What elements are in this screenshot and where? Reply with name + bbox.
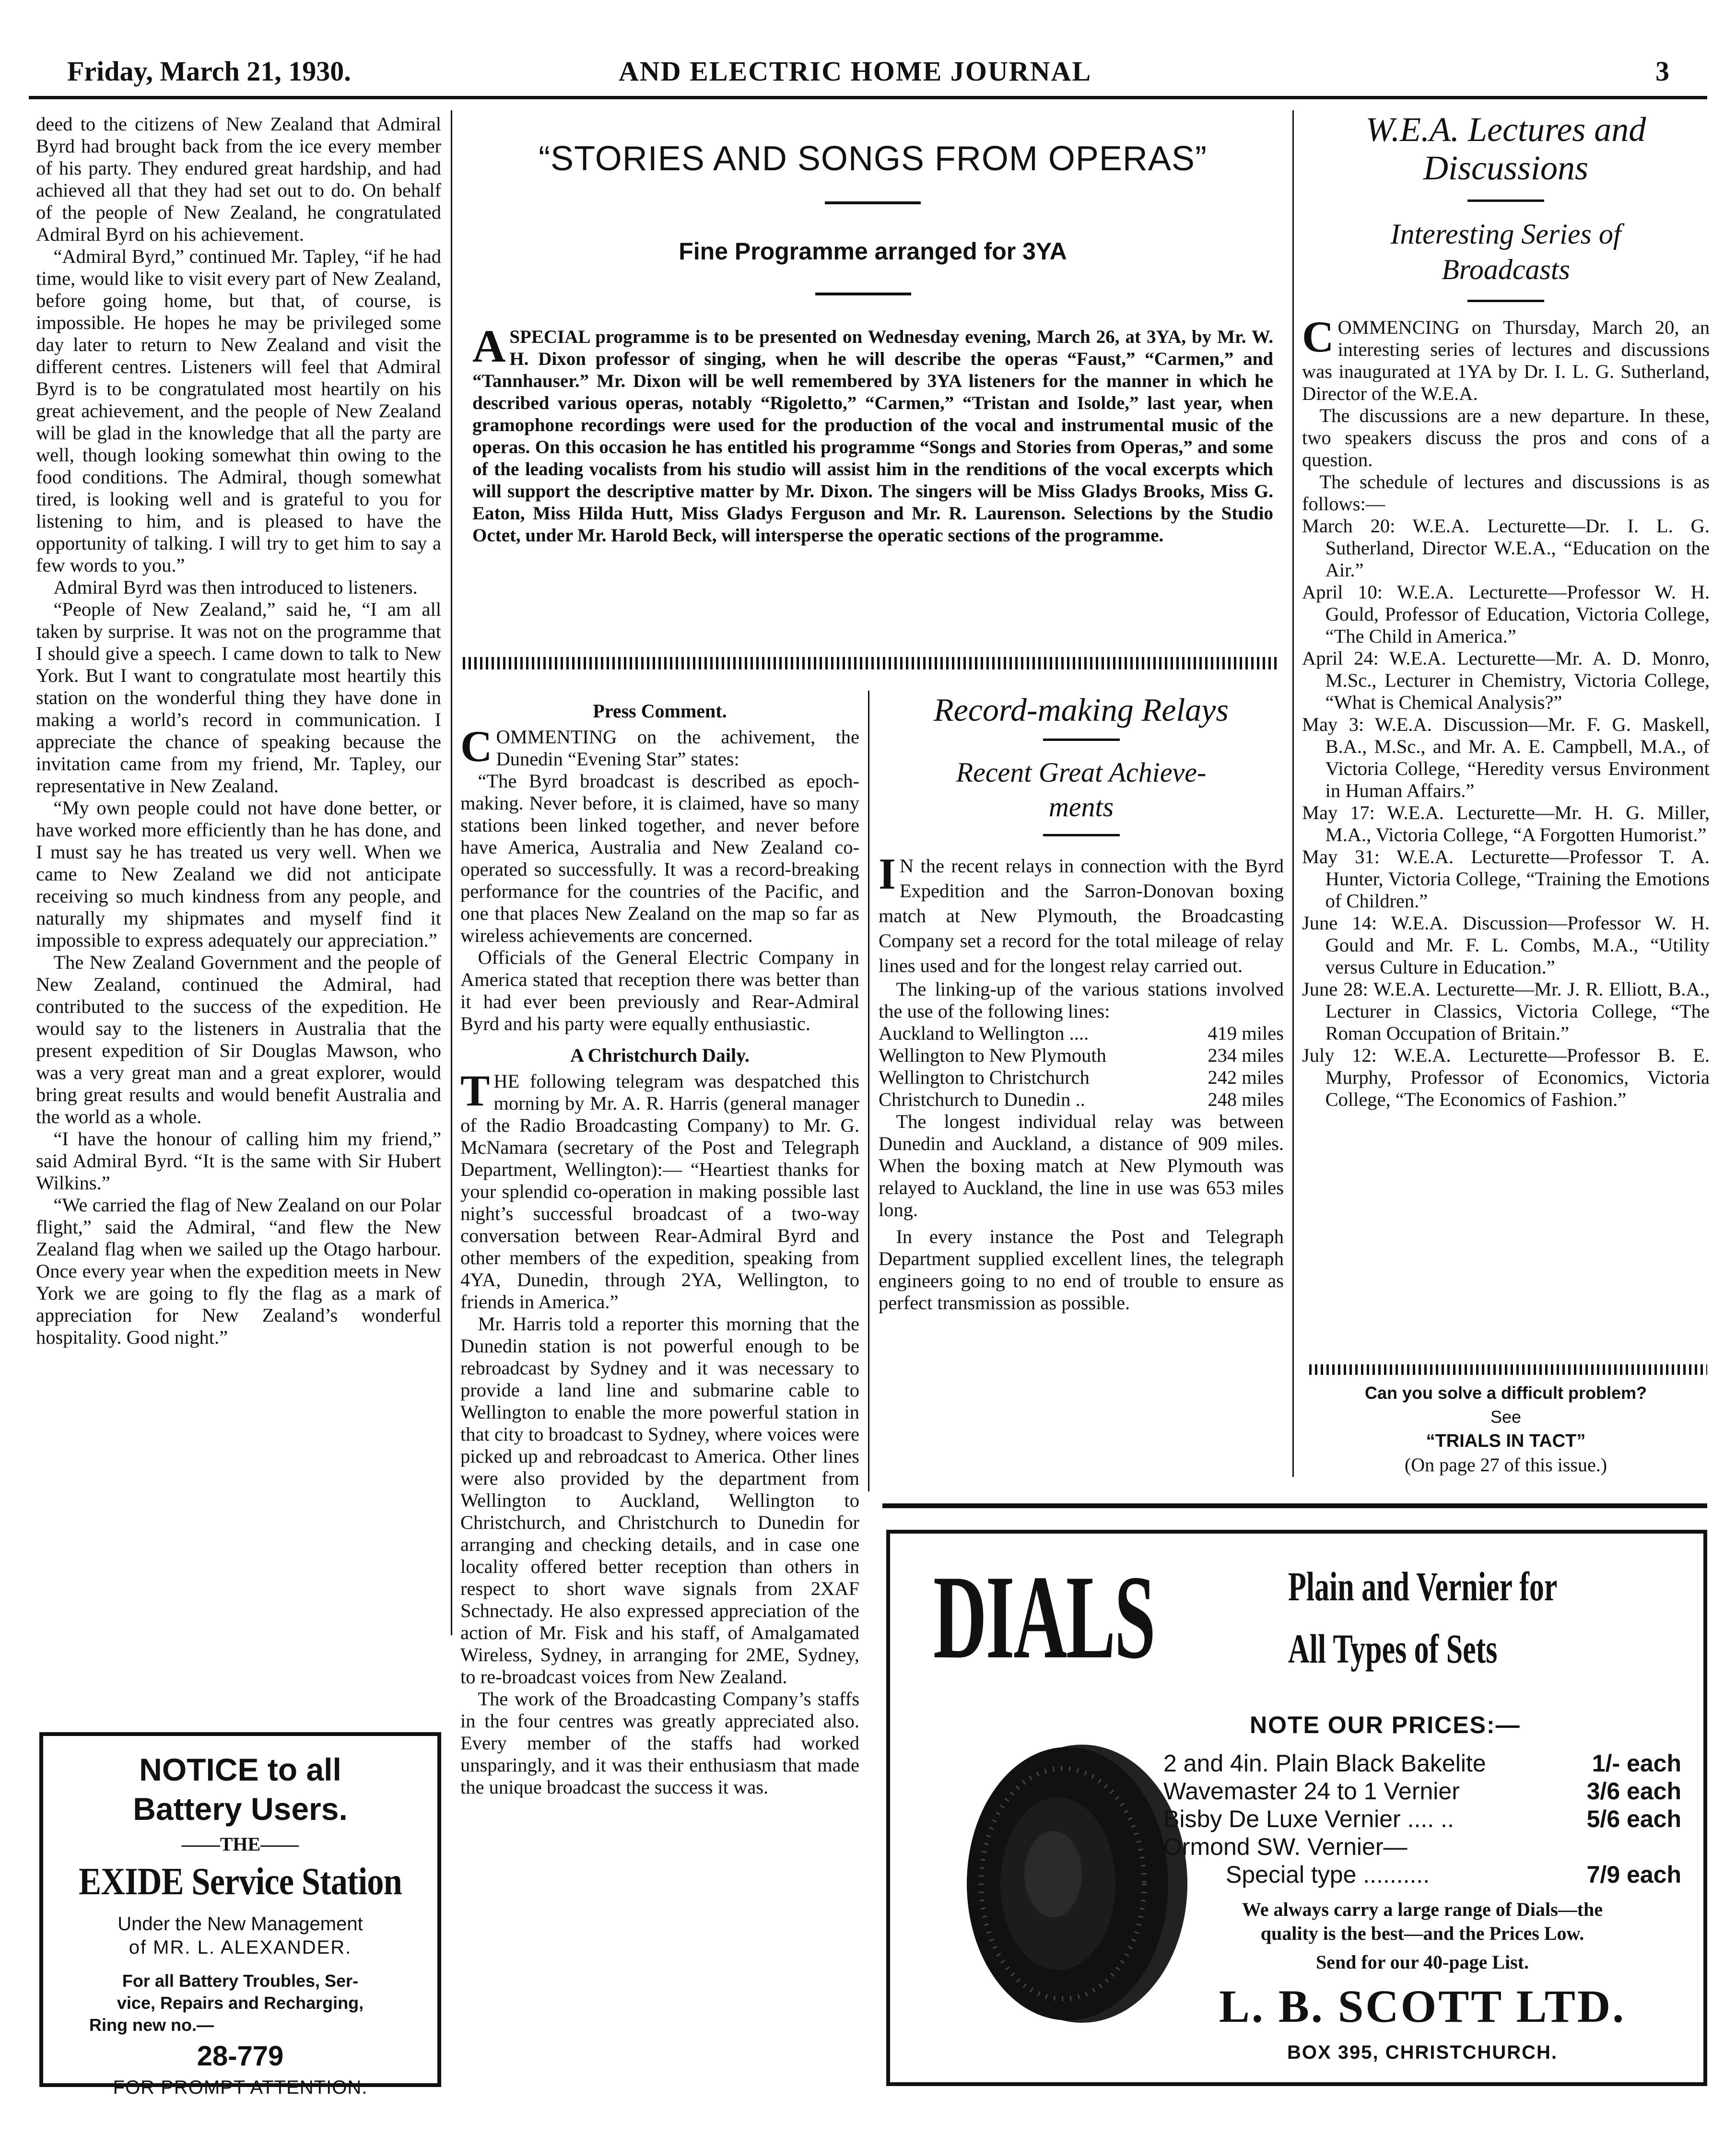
dials-price-row — [1163, 1805, 1681, 1833]
article-paragraph: “We carried the flag of New Zealand on our Polar flight,” said the Admiral, “and flew the New Zealand flag when we sailed up the Otago harbour. Once every year when the expedition meets in New York we are going to fly the flag as a mark of appreciation for New Zealand’s wonderful hospitality. Good night.” — [36, 1194, 441, 1348]
puzzle-line4: (On page 27 of this issue.) — [1404, 1454, 1607, 1476]
press-drop-cap-2: T — [460, 1066, 490, 1115]
wea-headline-1: W.E.A. Lectures and — [1365, 110, 1646, 149]
wea-schedule-item: June 14: W.E.A. Discussion—Professor W. H. Gould and Mr. F. L. Combs, M.A., “Utility versus Culture in Education.” — [1302, 912, 1710, 978]
dials-send: Send for our 40-page List. — [1315, 1951, 1529, 1973]
column-press-comment — [460, 695, 859, 1798]
relay-miles: 242 miles — [1208, 1067, 1284, 1088]
relays-rule-2 — [1043, 834, 1120, 836]
dials-item-name: Special type .......... — [1226, 1861, 1430, 1888]
press-drop-cap: C — [460, 722, 493, 771]
notice-ad-box — [39, 1732, 441, 2098]
article-paragraph: “My own people could not have done better, or have worked more efficiently than he has done, and I must say he has treated us very well. When we came to New Zealand we did not anticipate receiving so much kindness from any people, and naturally my shipmates and myself find it impossible to express adequately our appreciation.” — [36, 797, 441, 951]
relays-text: N the recent relays in connection with the Byrd Expedition and the Sarron-Donovan boxing match at New Plymouth, the Broadcasting Company set a record for the total mileage of relay lines used and for the longest relay carried out. — [879, 855, 1284, 976]
wea-headline-2: Discussions — [1423, 149, 1589, 187]
relays-paragraph: The longest individual relay was between Dunedin and Auckland, a distance of 909 miles. When the boxing match at New Plymouth was relayed to Auckland, the line in use was 653 miles long. — [879, 1111, 1284, 1220]
press-text: HE following telegram was despatched this morning by Mr. A. R. Harris (general manager of the Radio Broadcasting Company) to Mr. G. McNamara (secretary of the Post and Telegraph Department, Wellington):— “Heartiest thanks for your splendid co-operation in making possible last night’s successful broadcast of a two-way conversation between Rear-Admiral Byrd and other members of the expedition, speaking from 4YA, Dunedin, through 2YA, Wellington, to friends in America.” — [460, 1070, 859, 1313]
wea-divider — [1309, 1364, 1707, 1375]
puzzle-notice — [1304, 1381, 1707, 1477]
dials-price-list — [1163, 1749, 1681, 1888]
notice-ad-footer: FOR PROMPT ATTENTION. — [113, 2077, 368, 2098]
relay-row — [879, 1089, 1284, 1111]
press-heading-2: A Christchurch Daily. — [570, 1044, 750, 1066]
press-heading: Press Comment. — [593, 700, 727, 722]
operas-divider — [463, 657, 1278, 669]
wea-drop-cap: C — [1302, 312, 1334, 361]
article-paragraph: “I have the honour of calling him my friend,” said Admiral Byrd. “It is the same with Sir Hubert Wilkins.” — [36, 1128, 441, 1194]
notice-ad-line1: NOTICE to all — [139, 1752, 341, 1787]
wea-schedule-item: April 24: W.E.A. Lecturette—Mr. A. D. Monro, M.Sc., Lecturer in Chemistry, Victoria College, “What is Chemical Analysis?” — [1302, 647, 1710, 713]
notice-ad-the-text: THE — [220, 1833, 261, 1855]
relays-paragraph: The linking-up of the various stations involved the use of the following lines: — [879, 978, 1284, 1022]
dials-carry-1: We always carry a large range of Dials—the — [1242, 1899, 1603, 1920]
dials-item-name: 2 and 4in. Plain Black Bakelite — [1163, 1750, 1486, 1777]
relay-row — [879, 1067, 1284, 1089]
notice-ad-body2: vice, Repairs and Recharging, — [117, 1993, 364, 2013]
relay-row — [879, 1022, 1284, 1044]
dials-top-rule — [882, 1503, 1707, 1508]
relays-sub1: Recent Great Achieve- — [956, 757, 1207, 788]
column-rule-2 — [868, 691, 869, 1491]
press-text: OMMENTING on the achivement, the Dunedin “Evening Star” states: — [496, 726, 859, 770]
press-paragraph: The work of the Broadcasting Company’s staffs in the four centres was greatly appreciated also. Every member of the staffs had worked unsparingly, and it was their enthusiasm that made the unique broadcast the success it was. — [460, 1688, 859, 1798]
relays-paragraph — [879, 849, 1284, 978]
article-paragraph: Admiral Byrd was then introduced to listeners. — [53, 576, 418, 598]
dials-item-price: 1/- each — [1592, 1750, 1681, 1777]
operas-subheadline-rule — [815, 293, 911, 295]
wea-schedule-item: June 28: W.E.A. Lecturette—Mr. J. R. Elliott, B.A., Lecturer in Classics, Victoria College, “The Roman Occupation of Britain.” — [1302, 978, 1710, 1044]
press-paragraph: Mr. Harris told a reporter this morning that the Dunedin station is not powerful enough to be rebroadcast by Sydney and it was necessary to provide a land line and submarine cable to Wellington to enable the more powerful station in that city to broadcast to Sydney, where voices were picked up and rebroadcast to America. Other lines were also provided by the department from Wellington to Auckland, Wellington to Christchurch, and Christchurch to Dunedin for arranging and checking details, and in case one locality offered better reception than others in respect to short wave signals from 2XAF Schnectady. He also expressed appreciation of the action of Mr. Fisk and his staff, of Amalgamated Wireless, Sydney, in arranging for 2ME, Sydney, to re-broadcast voices from New Zealand. — [460, 1313, 859, 1688]
dials-prices-head: NOTE OUR PRICES:— — [1250, 1712, 1521, 1738]
dials-item-price: 3/6 each — [1586, 1778, 1681, 1805]
operas-subheadline: Fine Programme arranged for 3YA — [679, 238, 1067, 265]
header-journal-title: AND ELECTRIC HOME JOURNAL — [619, 56, 1092, 87]
wea-schedule-item: April 10: W.E.A. Lecturette—Professor W. H. Gould, Professor of Education, Victoria College, “The Child in America.” — [1302, 581, 1710, 647]
column-byrd-story — [36, 113, 441, 1349]
dials-price-row — [1163, 1861, 1681, 1888]
notice-ad-the: ——THE—— — [181, 1833, 299, 1855]
column-relays — [879, 691, 1284, 1314]
wea-schedule-item: May 31: W.E.A. Lecturette—Professor T. A. Hunter, Victoria College, “Training the Emotions of Children.” — [1302, 846, 1710, 912]
dials-head-1: Plain and Vernier for — [1288, 1563, 1558, 1609]
press-paragraph: “The Byrd broadcast is described as epoch-making. Never before, it is claimed, have so many stations been linked together, and never before have America, Australia and New Zealand co-operated so successfully. It was a record-breaking performance for the countries of the Pacific, and one that places New Zealand on the map so far as wireless achievements are concerned. — [460, 770, 859, 946]
relay-route: Auckland to Wellington .... — [879, 1022, 1089, 1044]
notice-ad-body1: For all Battery Troubles, Ser- — [122, 1971, 359, 1991]
header-date: Friday, March 21, 1930. — [67, 56, 351, 87]
notice-ad-mgmt1: Under the New Management — [117, 1913, 363, 1935]
dials-company: L. B. SCOTT LTD. — [1219, 1981, 1626, 2032]
wea-paragraph — [1302, 312, 1710, 405]
wea-paragraph: The discussions are a new departure. In these, two speakers discuss the pros and cons of a question. — [1302, 405, 1710, 470]
article-paragraph: “Admiral Byrd,” continued Mr. Tapley, “if he had time, would like to visit every part of New Zealand, before going home, but that, of course, is impossible. He hopes he may be privileged some day later to return to New Zealand and visit the different centres. Listeners will feel that Admiral Byrd is to be congratulated most heartily on his great achievement, and the people of New Zealand will be glad in the knowledge that all the party are well, though looking somewhat thin owing to the food conditions. The Admiral, though somewhat tired, is looking well and is grateful to you for listening to him, and is pleased to have the opportunity of talking. I will try to get him to say a few words to you.” — [36, 246, 441, 576]
operas-body-text: SPECIAL programme is to be presented on Wednesday evening, March 26, at 3YA, by Mr. W. H. Dixon professor of singing, when he will describe the operas “Faust,” “Carmen,” and “Tannhauser.” Mr. Dixon will be well remembered by 3YA listeners for the manner in which he described various operas, notably “Rigoletto,” “Carmen,” “Tristan and Isolde,” last year, when gramophone recordings were used for the production of the vocal and instrumental music of the operas. On this occasion he has entitled his programme “Songs and Stories from Operas,” and some of the leading vocalists from his studio will assist him in the renditions of the vocal excerpts which will support the descriptive matter by Mr. Dixon. The singers will be Miss Gladys Brooks, Miss G. Eaton, Miss Hilda Hutt, Miss Gladys Ferguson and Mr. R. Laurenson. Selections by the Studio Octet, under Mr. Harold Beck, will intersperse the operatic sections of the programme. — [472, 327, 1273, 546]
puzzle-line1: Can you solve a difficult problem? — [1364, 1383, 1647, 1403]
operas-body — [472, 320, 1273, 547]
dials-item-name: Bisby De Luxe Vernier .... .. — [1163, 1806, 1454, 1832]
header-page-number: 3 — [1655, 56, 1669, 87]
operas-drop-cap: A — [472, 320, 506, 372]
notice-ad-body3: Ring new no.— — [89, 2015, 214, 2035]
article-paragraph: The New Zealand Government and the people of New Zealand, continued the Admiral, had contributed to the success of the expedition. He would say to the listeners in Australia that the present expedition of Sir Douglas Mawson, who was a very great man and a great explorer, would bring great results and would benefit Australia and the world as a whole. — [36, 951, 441, 1127]
dials-price-row — [1163, 1749, 1681, 1777]
relay-row — [879, 1044, 1284, 1067]
wea-sub-1: Interesting Series of — [1390, 218, 1621, 250]
dials-head-2: All Types of Sets — [1288, 1626, 1498, 1672]
dials-ormond: Ormond SW. Vernier— — [1163, 1833, 1408, 1860]
wea-text: OMMENCING on Thursday, March 20, an interesting series of lectures and discussions was inaugurated at 1YA by Dr. I. L. G. Sutherland, Director of the W.E.A. — [1302, 317, 1710, 404]
relays-headline: Record-making Relays — [934, 692, 1229, 728]
wea-sub-2: Broadcasts — [1442, 254, 1570, 285]
notice-ad-mgmt2: of MR. L. ALEXANDER. — [129, 1937, 352, 1958]
dials-item-price: 5/6 each — [1586, 1806, 1681, 1832]
relay-route: Wellington to Christchurch — [879, 1067, 1090, 1088]
relays-paragraph: In every instance the Post and Telegraph Department supplied excellent lines, the telegraph engineers going to no end of trouble to ensure as perfect transmission as possible. — [879, 1226, 1284, 1313]
puzzle-line3: “TRIALS IN TACT” — [1426, 1431, 1586, 1451]
operas-headline-rule — [825, 201, 921, 204]
wea-schedule-item: May 17: W.E.A. Lecturette—Mr. H. G. Miller, M.A., Victoria College, “A Forgotten Humorist.” — [1302, 802, 1710, 845]
header-rule — [29, 96, 1707, 99]
notice-ad-phone: 28-779 — [197, 2040, 284, 2072]
wea-schedule-item: March 20: W.E.A. Lecturette—Dr. I. L. G. Sutherland, Director W.E.A., “Education on the Air.” — [1302, 515, 1710, 581]
dials-ad-box — [886, 1530, 1707, 2086]
wea-schedule-item: May 3: W.E.A. Discussion—Mr. F. G. Maskell, B.A., M.Sc., and Mr. A. E. Campbell, M.A., of Victoria College, “Heredity versus Environment in Human Affairs.” — [1302, 714, 1710, 801]
column-rule-1 — [451, 110, 452, 1635]
relay-miles: 234 miles — [1208, 1044, 1284, 1066]
article-paragraph: deed to the citizens of New Zealand that Admiral Byrd had brought back from the ice every member of his party. They endured great hardship, and had achieved all that they had set out to do. On behalf of the people of New Zealand, he congratulated Admiral Byrd on his achievement. — [36, 113, 441, 245]
dials-price-row — [1163, 1777, 1681, 1805]
wea-schedule-item: July 12: W.E.A. Lecturette—Professor B. E. Murphy, Professor of Economics, Victoria College, “The Economics of Fashion.” — [1302, 1044, 1710, 1110]
operas-headline: “STORIES AND SONGS FROM OPERAS” — [539, 140, 1207, 178]
article-paragraph: “People of New Zealand,” said he, “I am all taken by surprise. It was not on the programme that I should give a speech. I came down to talk to New York. But I want to congratulate most heartily this station on the wonderful thing they have done in making a world’s record in communication. I appreciate the chance of speaking because the invitation came from my friend, Mr. Tapley, our representative in New Zealand. — [36, 598, 441, 797]
wea-rule — [1467, 199, 1544, 202]
wea-paragraph: The schedule of lectures and discussions is as follows:— — [1302, 471, 1710, 515]
relay-miles: 419 miles — [1208, 1022, 1284, 1044]
dials-brand: DIALS — [933, 1551, 1155, 1684]
press-paragraph — [460, 1066, 859, 1313]
press-paragraph: Officials of the General Electric Company in America stated that reception there was better than it had ever been previously and Rear-Admiral Byrd and his party were equally enthusiastic. — [460, 947, 859, 1034]
relay-table — [879, 1022, 1284, 1111]
column-rule-3 — [1292, 110, 1294, 1477]
wea-rule-2 — [1467, 300, 1544, 302]
press-paragraph — [460, 722, 859, 771]
dials-address: BOX 395, CHRISTCHURCH. — [1287, 2042, 1558, 2063]
dials-carry-2: quality is the best—and the Prices Low. — [1260, 1923, 1584, 1944]
relay-route: Wellington to New Plymouth — [879, 1044, 1106, 1066]
dials-item-price: 7/9 each — [1586, 1861, 1681, 1888]
column-wea — [1302, 110, 1710, 1111]
relays-rule — [1043, 739, 1120, 741]
relay-route: Christchurch to Dunedin .. — [879, 1089, 1085, 1110]
puzzle-line2: See — [1490, 1407, 1522, 1427]
notice-ad-line2: Battery Users. — [133, 1791, 348, 1827]
relays-drop-cap: I — [879, 849, 896, 898]
dials-item-name: Wavemaster 24 to 1 Vernier — [1163, 1778, 1460, 1805]
notice-ad-station: EXIDE Service Station — [79, 1861, 402, 1903]
relays-sub2: ments — [1048, 791, 1114, 822]
relay-miles: 248 miles — [1208, 1089, 1284, 1110]
